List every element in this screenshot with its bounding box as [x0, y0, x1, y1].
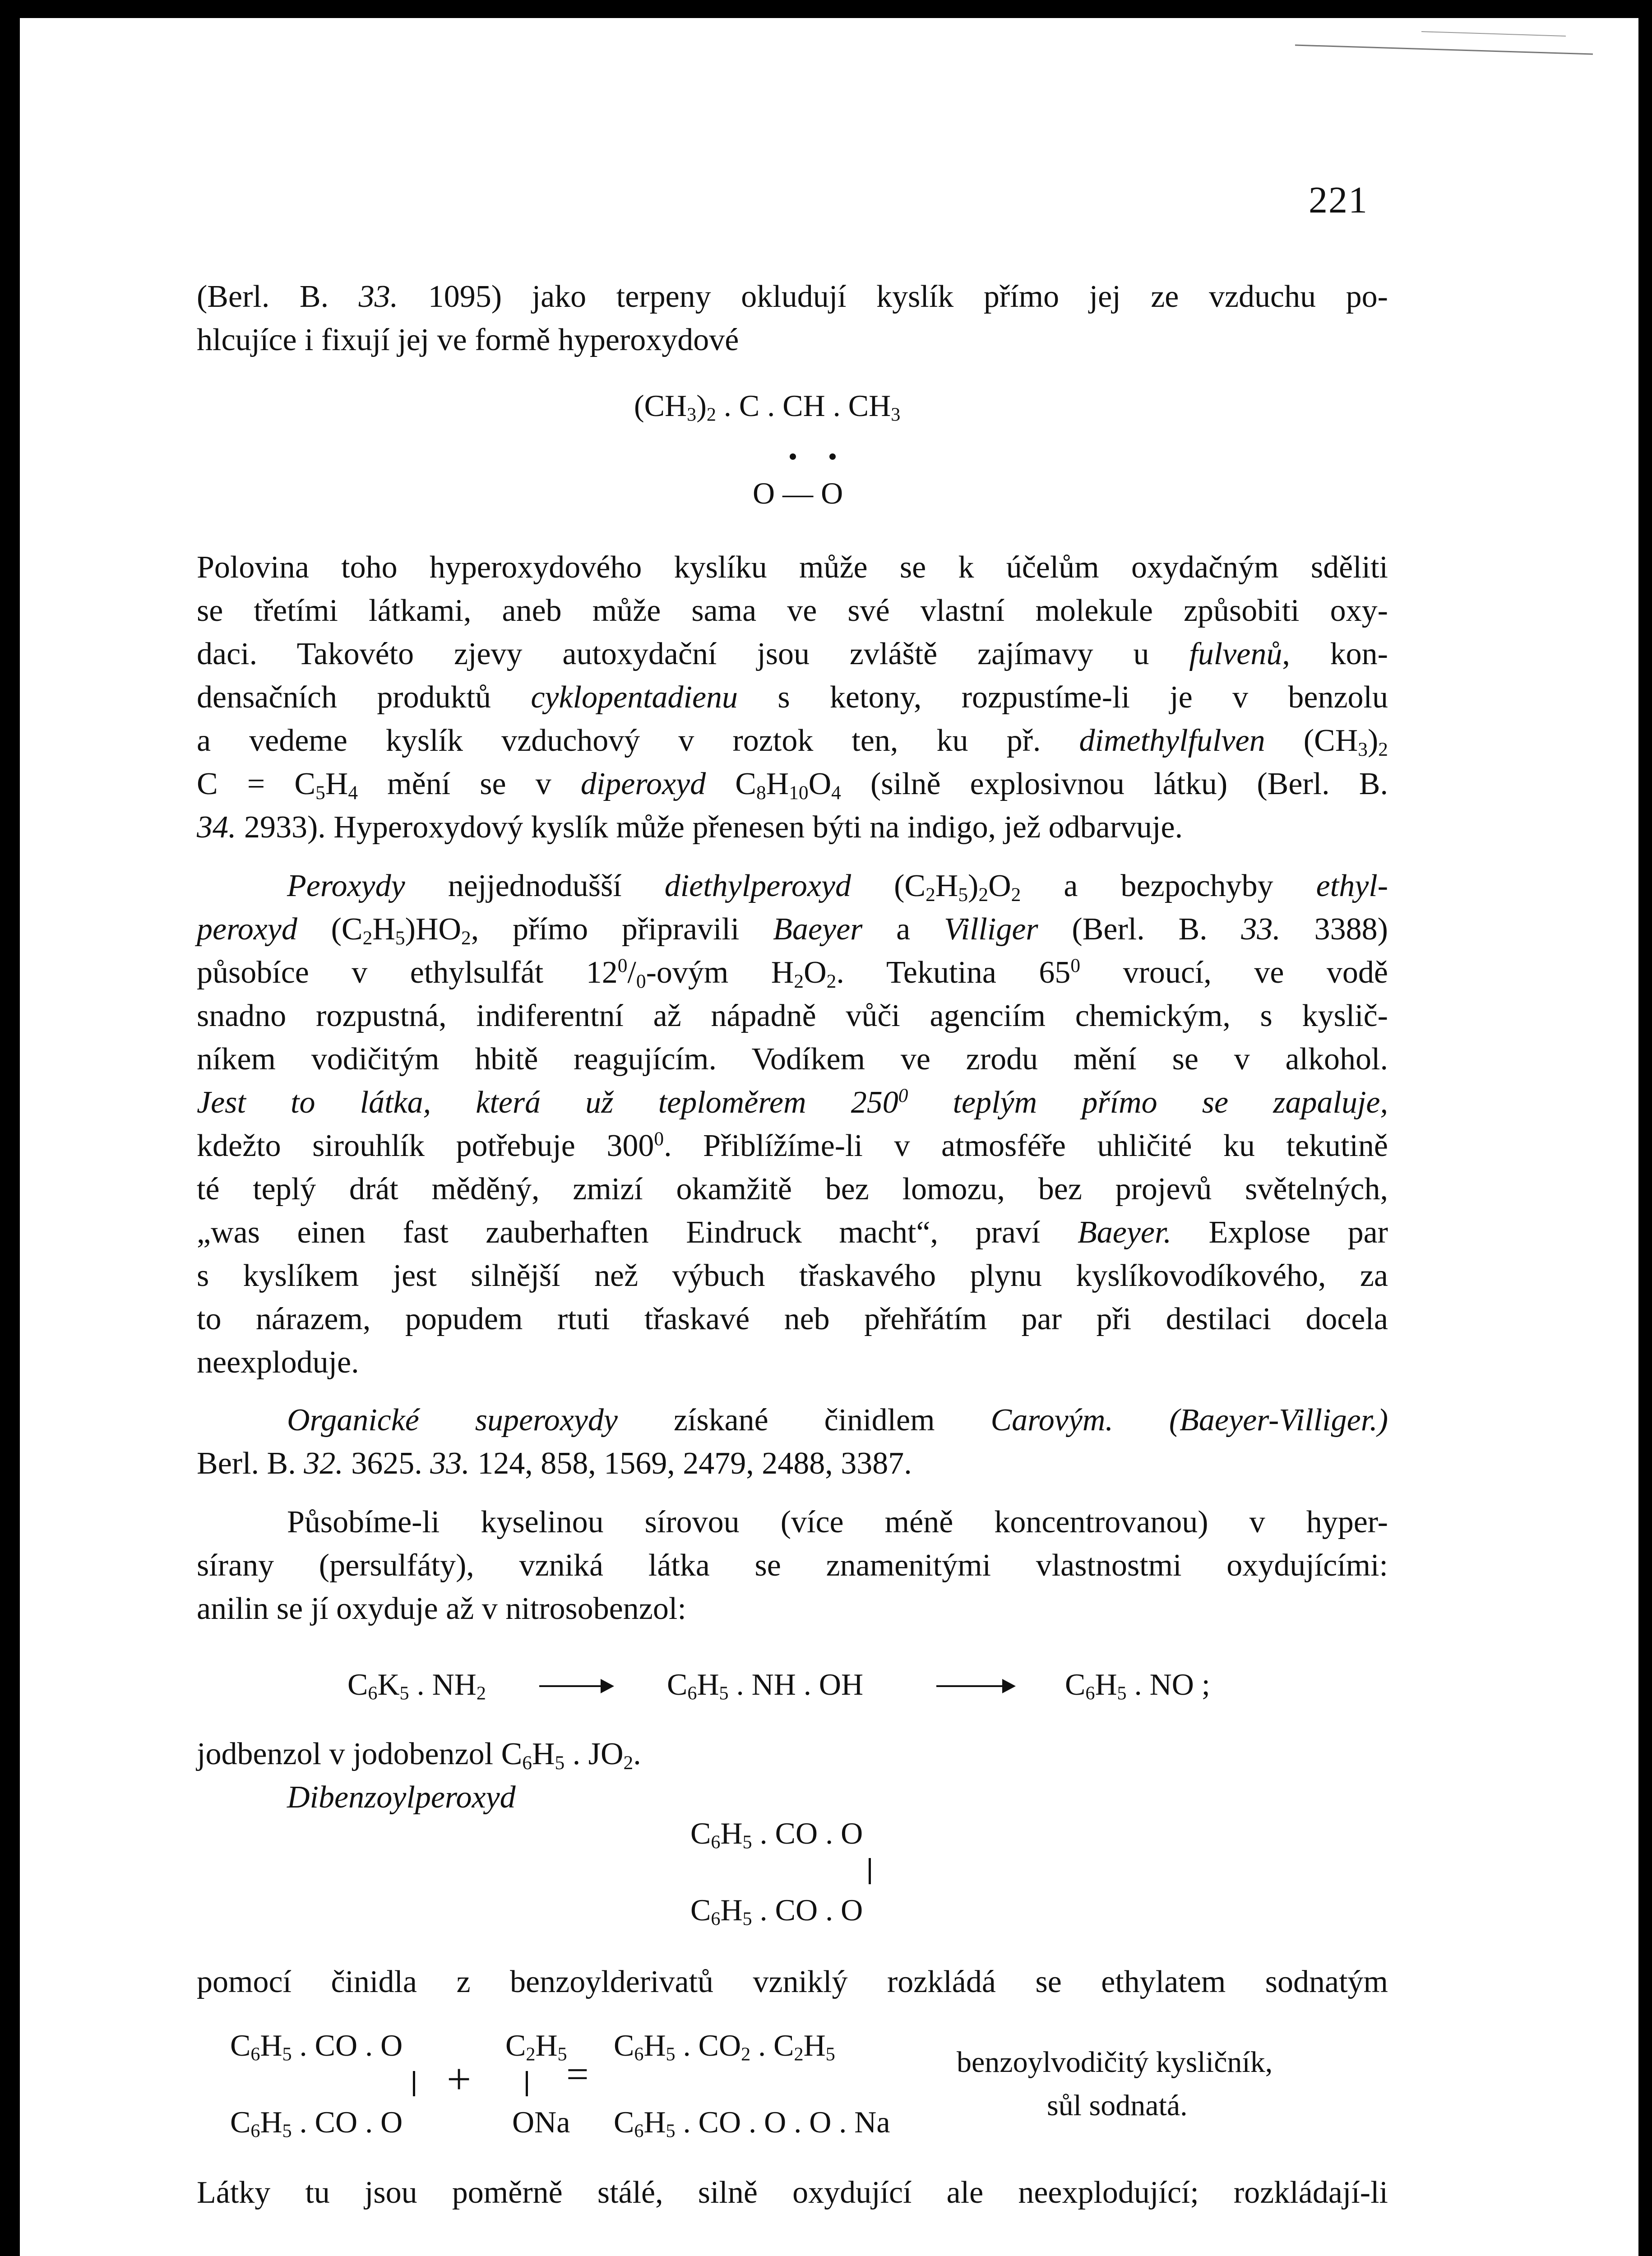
text-line: Peroxydy nejjednodušší diethylperoxyd $(C_2H_5)_2O_2$ a bezpochyby ethyl- [287, 869, 1388, 906]
text-line: níkem vodičitým hbitě reagujícím. Vodíkem ve zrodu mění se v alkohol. [197, 1042, 1388, 1077]
text-line: $C = C_5H_4$ mění se v diperoxyd $C_8H_{10}O_4$ (silně explosivnou látku) (Berl. B. [197, 767, 1388, 804]
text-line: sírany (persulfáty), vzniká látka se znamenitými vlastnostmi oxydujícími: [197, 1548, 1388, 1583]
formula-dibenzoyl-top: $C_6H_5$ . CO . O [690, 1816, 863, 1853]
text-line: „was einen fast zauberhaften Eindruck macht“, praví Baeyer. Explose par [197, 1215, 1388, 1250]
page-number: 221 [1309, 179, 1368, 221]
text-line: peroxyd $(C_2H_5)HO_2$, přímo připravili Baeyer a Villiger (Berl. B. 33. 3388) [197, 912, 1388, 949]
formula-m-top: $C_2H_5$ [505, 2028, 567, 2065]
equals-sign: = [566, 2053, 589, 2096]
bond-line [869, 1858, 871, 1884]
formula-hyperoxide-bottom: O — O [753, 476, 843, 510]
reaction-arrow [936, 1685, 1013, 1687]
text-line: jodbenzol v jodobenzol $C_6H_5$ . $JO_2$. [197, 1737, 641, 1774]
text-line: densačních produktů cyklopentadienu s ketony, rozpustíme-li je v benzolu [197, 680, 1388, 715]
bond-line [413, 2071, 415, 2096]
formula-m-bottom: ONa [512, 2105, 570, 2139]
scan-border-left [0, 0, 20, 2256]
plus-sign: + [447, 2055, 472, 2103]
text-line: s kyslíkem jest silnější než výbuch třaskavého plynu kyslíkovodíkového, za [197, 1258, 1388, 1293]
text-line: kdežto sirouhlík potřebuje $300^0$. Přiblížíme-li v atmosféře uhličité ku tekutině [197, 1128, 1388, 1163]
corner-pencil-mark [1286, 18, 1602, 68]
formula-r-bottom: $C_6H_5$ . CO . O . O . Na [614, 2105, 890, 2142]
formula-l-top: $C_6H_5$ . CO . O [230, 2028, 403, 2065]
text-line: Působíme-li kyselinou sírovou (více méně koncentrovanou) v hyper- [287, 1505, 1388, 1539]
text-line: se třetími látkami, aneb může sama ve své vlastní molekule způsobiti oxy- [197, 593, 1388, 628]
text-line: té teplý drát měděný, zmizí okamžitě bez lomozu, bez projevů světelných, [197, 1172, 1388, 1207]
formula-dibenzoyl-bottom: $C_6H_5$ . CO . O [690, 1893, 863, 1930]
text-line: (Berl. B. 33. 1095) jako terpeny okludují kyslík přímo jej ze vzduchu po- [197, 279, 1388, 314]
text-line: snadno rozpustná, indiferentní až nápadně vůči agenciím chemickým, s kyslič- [197, 999, 1388, 1033]
bond-line [526, 2071, 528, 2096]
text-line: pomocí činidla z benzoylderivatů vzniklý rozkládá se ethylatem sodnatým [197, 1965, 1388, 1999]
text-line: působíce v ethylsulfát $12^0/_0$-ovým $H_2O_2$. Tekutina $65^0$ vroucí, ve vodě [197, 955, 1388, 992]
reaction-arrow [539, 1685, 611, 1687]
text-line: daci. Takovéto zjevy autoxydační jsou zvláště zajímavy u fulvenů, kon- [197, 637, 1388, 671]
text-line: Látky tu jsou poměrně stálé, silně oxydující ale neexplodující; rozkládají-li [197, 2175, 1388, 2210]
text-line: 34. 2933). Hyperoxydový kyslík může přenesen býti na indigo, jež odbarvuje. [197, 810, 1183, 845]
section-title-dibenzoylperoxyd: Dibenzoylperoxyd [287, 1780, 516, 1815]
note-salt: sůl sodnatá. [1047, 2089, 1188, 2122]
bond-dot [829, 453, 836, 460]
text-line: Organické superoxydy získané činidlem Carovým. (Baeyer-Villiger.) [287, 1403, 1388, 1438]
formula-nitrosobenzene: $C_6H_5$ . NO ; [1065, 1667, 1210, 1704]
bond-dot [790, 453, 796, 460]
formula-r-top: $C_6H_5$ . $CO_2$ . $C_2H_5$ [614, 2028, 835, 2065]
formula-l-bottom: $C_6H_5$ . CO . O [230, 2105, 403, 2142]
note-benzoyl: benzoylvodičitý kysličník, [957, 2046, 1273, 2079]
formula-aniline: $C_6K_5$ . $NH_2$ [347, 1667, 486, 1704]
text-line: hlcujíce i fixují jej ve formě hyperoxydové [197, 323, 739, 357]
text-line: anilin se jí oxyduje až v nitrosobenzol: [197, 1591, 686, 1626]
formula-hyperoxide-top: $(CH_3)_2$ . C . CH . $CH_3$ [634, 388, 901, 425]
text-line: Jest to látka, která už teploměrem $250^0$ teplým přímo se zapaluje, [197, 1085, 1388, 1120]
text-line: Polovina toho hyperoxydového kyslíku může se k účelům oxydačným sděliti [197, 550, 1388, 585]
formula-phenylhydroxylamine: $C_6H_5$ . NH . OH [667, 1667, 864, 1704]
text-line: to nárazem, popudem rtuti třaskavé neb přehřátím par při destilaci docela [197, 1302, 1388, 1336]
text-line: Berl. B. 32. 3625. 33. 124, 858, 1569, 2479, 2488, 3387. [197, 1446, 912, 1481]
text-line: neexploduje. [197, 1345, 359, 1380]
scan-border-top [0, 0, 1652, 18]
scan-border-right [1638, 0, 1652, 2256]
text-line: a vedeme kyslík vzduchový v roztok ten, ku př. dimethylfulven $(CH_3)_2$ [197, 723, 1388, 760]
